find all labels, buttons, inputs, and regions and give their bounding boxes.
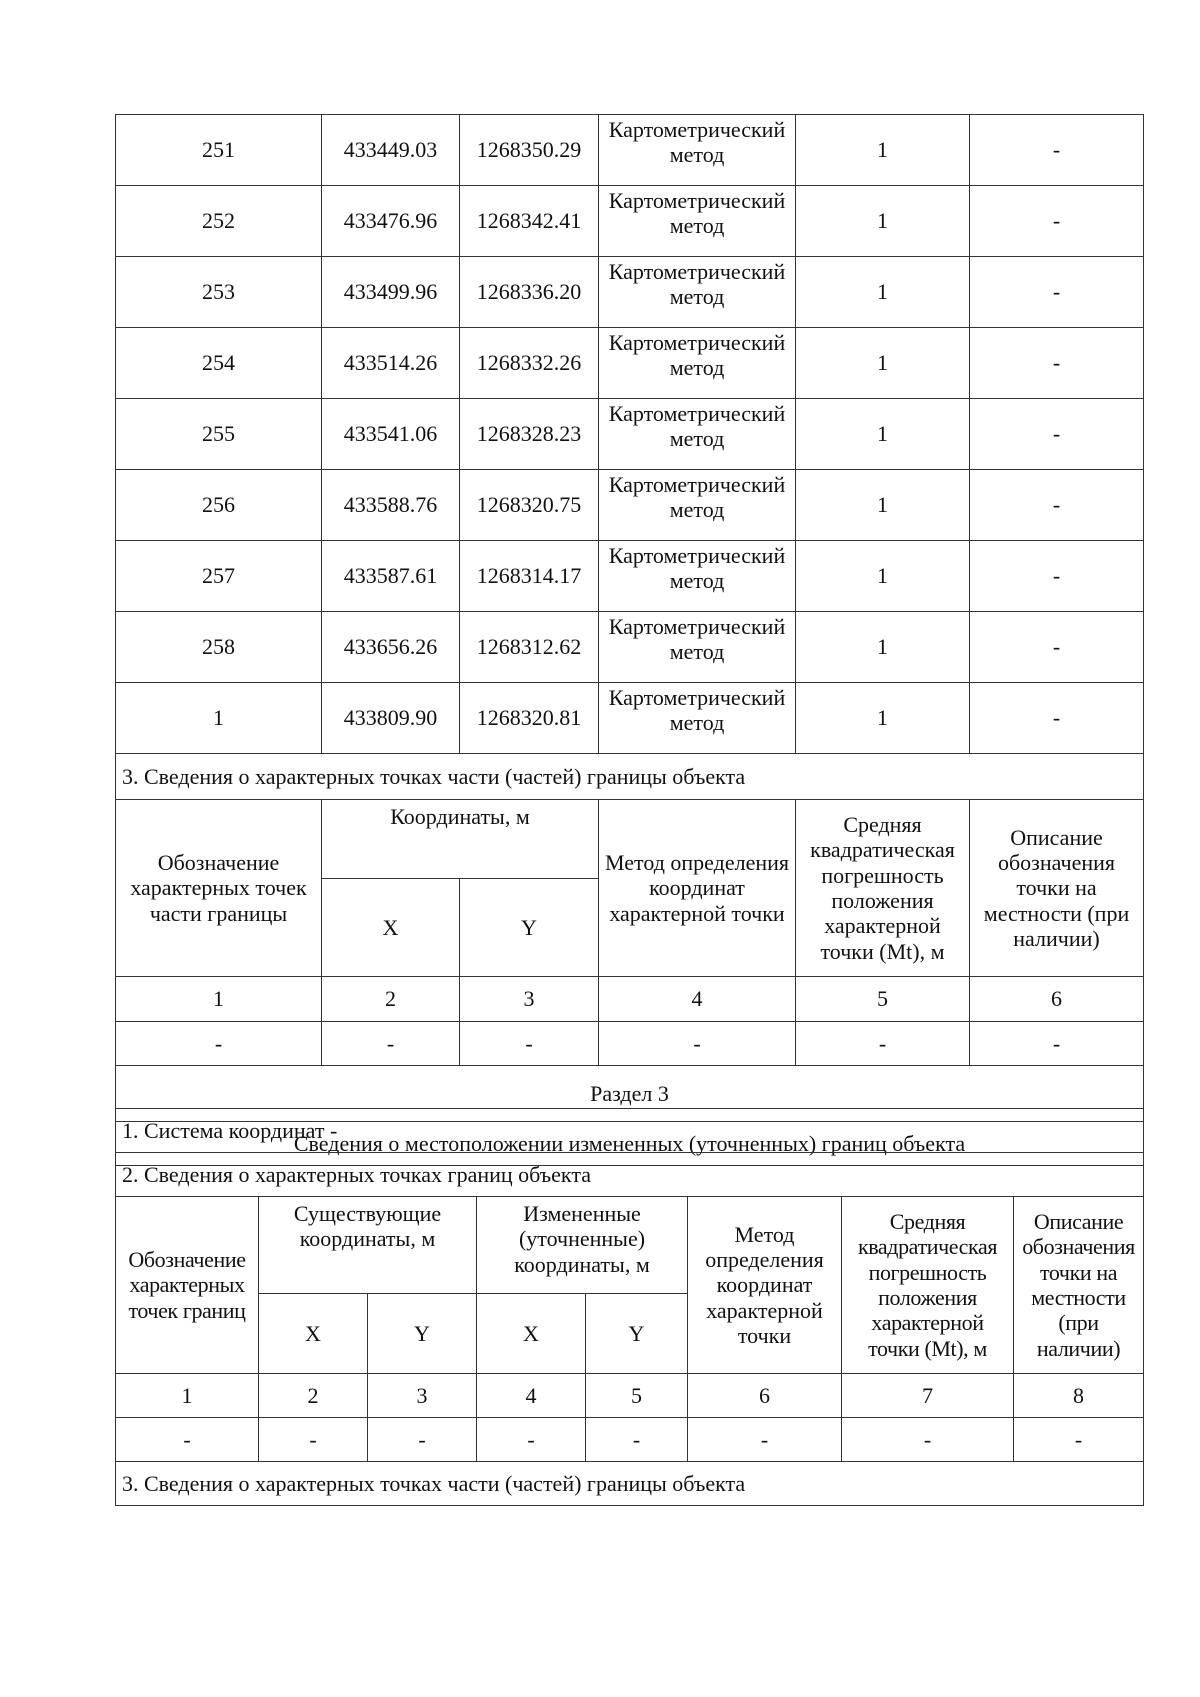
table-row (116, 683, 1144, 754)
point-x: 433476.96 (322, 186, 460, 257)
point-description: - (970, 328, 1144, 399)
col-number: 4 (599, 977, 796, 1022)
header-existing-coordinates: Существующие координаты, м (259, 1197, 477, 1294)
col-number: 7 (842, 1374, 1014, 1418)
part-title: 3. Сведения о характерных точках части (частей) границы объекта (116, 1462, 1144, 1506)
point-method (599, 541, 796, 612)
point-method (599, 186, 796, 257)
empty-cell: - (796, 1022, 970, 1066)
col-number: 6 (688, 1374, 842, 1418)
header-method: Метод определения координат характерной точки (599, 800, 796, 977)
method-line-2: метод (669, 213, 725, 239)
point-error: 1 (796, 612, 970, 683)
table-row (116, 328, 1144, 399)
header-changed-x: X (477, 1294, 586, 1374)
table-row (116, 470, 1144, 541)
table-row (116, 115, 1144, 186)
empty-cell: - (842, 1418, 1014, 1462)
method-line-2: метод (669, 142, 725, 168)
empty-cell: - (1014, 1418, 1144, 1462)
header-existing-x: X (259, 1294, 368, 1374)
section2-part3-title: 3. Сведения о характерных точках части (частей) границы объекта (116, 754, 1144, 800)
point-x: 433587.61 (322, 541, 460, 612)
header-changed-y: Y (586, 1294, 688, 1374)
col-number: 8 (1014, 1374, 1144, 1418)
point-number: 255 (116, 399, 322, 470)
point-method (599, 612, 796, 683)
method-line-1: Картометрический (608, 543, 786, 568)
header-designation: Обозначение характерных точек границ (116, 1197, 259, 1374)
point-error: 1 (796, 683, 970, 754)
point-error: 1 (796, 470, 970, 541)
empty-cell: - (599, 1022, 796, 1066)
point-description: - (970, 470, 1144, 541)
point-description: - (970, 612, 1144, 683)
method-line-2: метод (669, 639, 725, 665)
point-y: 1268336.20 (460, 257, 599, 328)
point-y: 1268342.41 (460, 186, 599, 257)
table-row (116, 541, 1144, 612)
point-number: 251 (116, 115, 322, 186)
point-number: 258 (116, 612, 322, 683)
method-line-1: Картометрический (608, 330, 786, 355)
method-line-2: метод (669, 426, 725, 452)
method-line-1: Картометрический (608, 614, 786, 639)
header-method: Метод определения координат характерной точки (688, 1197, 842, 1374)
header-error: Средняя квадратическая погрешность положения характерной точки (Mt), м (842, 1197, 1014, 1374)
point-y: 1268350.29 (460, 115, 599, 186)
empty-cell: - (116, 1022, 322, 1066)
empty-cell: - (688, 1418, 842, 1462)
empty-cell: - (970, 1022, 1144, 1066)
empty-row (116, 1022, 1144, 1066)
col-number: 2 (322, 977, 460, 1022)
col-number: 5 (796, 977, 970, 1022)
empty-row (116, 1418, 1144, 1462)
col-number: 5 (586, 1374, 688, 1418)
point-x: 433449.03 (322, 115, 460, 186)
method-line-1: Картометрический (608, 401, 786, 426)
header-coordinates: Координаты, м (322, 800, 599, 879)
empty-cell: - (259, 1418, 368, 1462)
point-number: 256 (116, 470, 322, 541)
point-x: 433656.26 (322, 612, 460, 683)
point-y: 1268312.62 (460, 612, 599, 683)
point-error: 1 (796, 186, 970, 257)
point-number: 257 (116, 541, 322, 612)
method-line-1: Картометрический (608, 117, 786, 142)
point-description: - (970, 257, 1144, 328)
point-y: 1268320.75 (460, 470, 599, 541)
point-x: 433499.96 (322, 257, 460, 328)
method-line-1: Картометрический (608, 188, 786, 213)
point-method (599, 257, 796, 328)
point-description: - (970, 541, 1144, 612)
header-x: X (322, 879, 460, 977)
point-x: 433541.06 (322, 399, 460, 470)
empty-cell: - (477, 1418, 586, 1462)
coordinate-system: 1. Система координат - (116, 1109, 1144, 1153)
header-error: Средняя квадратическая погрешность положения характерной точки (Mt), м (796, 800, 970, 977)
table-row (116, 186, 1144, 257)
point-error: 1 (796, 399, 970, 470)
col-number: 6 (970, 977, 1144, 1022)
point-x: 433809.90 (322, 683, 460, 754)
point-y: 1268328.23 (460, 399, 599, 470)
header-changed-coordinates: Измененные (уточненные) координаты, м (477, 1197, 688, 1294)
header-y: Y (460, 879, 599, 977)
method-line-2: метод (669, 355, 725, 381)
method-line-2: метод (669, 568, 725, 594)
method-line-2: метод (669, 710, 725, 736)
column-numbers-row (116, 1374, 1144, 1418)
points-rows (116, 115, 1144, 754)
col-number: 4 (477, 1374, 586, 1418)
header-existing-y: Y (368, 1294, 477, 1374)
point-y: 1268314.17 (460, 541, 599, 612)
points-title: 2. Сведения о характерных точках границ объекта (116, 1153, 1144, 1197)
col-number: 2 (259, 1374, 368, 1418)
empty-cell: - (460, 1022, 599, 1066)
changed-boundary-table (115, 1108, 1144, 1506)
point-method (599, 115, 796, 186)
method-line-2: метод (669, 497, 725, 523)
table-row (116, 612, 1144, 683)
point-method (599, 328, 796, 399)
col-number: 1 (116, 977, 322, 1022)
point-method (599, 399, 796, 470)
header-designation: Обозначение характерных точек части границы (116, 800, 322, 977)
boundary-points-table (115, 114, 1144, 1166)
section3-heading: Раздел 3 (116, 1066, 1144, 1122)
header-description: Описание обозначения точки на местности (при наличии) (970, 800, 1144, 977)
point-method (599, 683, 796, 754)
point-number: 253 (116, 257, 322, 328)
point-number: 252 (116, 186, 322, 257)
empty-cell: - (116, 1418, 259, 1462)
empty-cell: - (368, 1418, 477, 1462)
point-error: 1 (796, 257, 970, 328)
point-description: - (970, 683, 1144, 754)
empty-cell: - (586, 1418, 688, 1462)
method-line-1: Картометрический (608, 472, 786, 497)
section3-title: Сведения о местоположении измененных (уточненных) границ объекта (116, 1122, 1144, 1166)
method-line-2: метод (669, 284, 725, 310)
point-number: 254 (116, 328, 322, 399)
point-error: 1 (796, 541, 970, 612)
table-row (116, 399, 1144, 470)
point-description: - (970, 399, 1144, 470)
point-error: 1 (796, 328, 970, 399)
point-error: 1 (796, 115, 970, 186)
col-number: 3 (368, 1374, 477, 1418)
method-line-1: Картометрический (608, 259, 786, 284)
empty-cell: - (322, 1022, 460, 1066)
col-number: 1 (116, 1374, 259, 1418)
point-x: 433588.76 (322, 470, 460, 541)
point-y: 1268320.81 (460, 683, 599, 754)
point-description: - (970, 186, 1144, 257)
point-number: 1 (116, 683, 322, 754)
method-line-1: Картометрический (608, 685, 786, 710)
point-x: 433514.26 (322, 328, 460, 399)
point-method (599, 470, 796, 541)
column-numbers-row (116, 977, 1144, 1022)
table-row (116, 257, 1144, 328)
point-y: 1268332.26 (460, 328, 599, 399)
col-number: 3 (460, 977, 599, 1022)
header-description: Описание обозначения точки на местности (при наличии) (1014, 1197, 1144, 1374)
point-description: - (970, 115, 1144, 186)
